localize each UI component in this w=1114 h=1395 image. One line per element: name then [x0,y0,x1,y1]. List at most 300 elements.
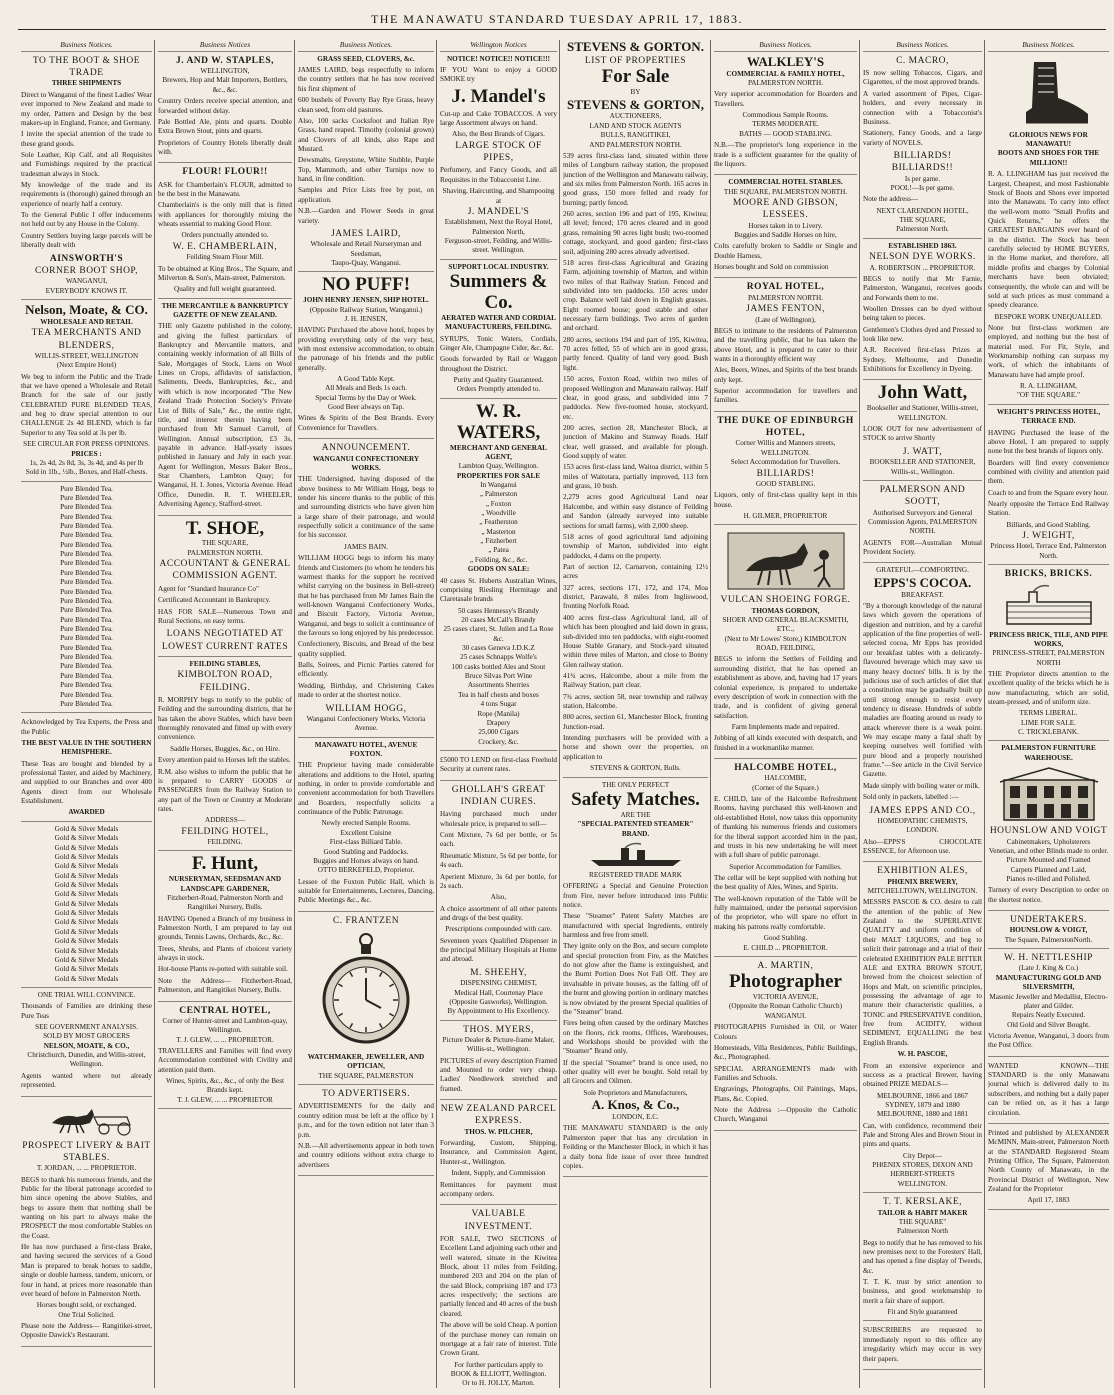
list-item: Gold & Silver Medals [54,918,119,927]
ad-line: None but first-class workmen are employed, and nothing but the best of material used. For Fit, Style, and Workmanship nothing can surpass my work, of which the inhabitants of Manawatu have had ample proof. [988,323,1109,379]
ad-line: HOMEOPATHIC CHEMISTS, LONDON. [877,816,968,835]
list-item: Pure Blended Tea. [60,493,113,502]
ad-line: EPPS'S COCOA. [873,574,972,590]
ad-line: PHŒNIX STORES, DIXON AND HERBERT-STREETS [872,1161,973,1179]
ad-line: BY [630,88,641,97]
ad-line: Farm Implements made and repaired. [731,722,840,731]
list-item: Pure Blended Tea. [60,596,113,605]
list-item: Pure Blended Tea. [60,699,113,708]
ad-line: Carpets Planned and Laid, [1010,865,1087,874]
ad-line: VULCAN SHOEING FORGE. [720,595,851,606]
ad-line: NURSERYMAN, SEEDSMAN AND LANDSCAPE GARDENER, [168,875,282,893]
ad-line: T. T. K. trust by strict attention to business, and good workmanship to merit a fair share of support. [863,1278,982,1305]
list-item: Gold & Silver Medals [54,955,119,964]
advertisement [158,660,292,851]
ad-line: PALMERSTON FURNITURE WAREHOUSE. [1001,744,1096,762]
ad-line: He has now purchased a first-class Brake, and having secured the services of a Good Man is prepared to break horses to saddle, single or double harness, tandem, unicorn, or four in hand, at prices more reasonable than ever heard of before in Palmerston North. [21,1243,152,1298]
ad-line: THE SQUARE, PALMERSTON NORTH. [723,187,848,196]
ad-line: HAS FOR SALE—Numerous Town and Rural Sections, on easy terms. [158,607,292,625]
ad-line: Buggies and Horses always on hand. [313,856,419,865]
list-item: Pure Blended Tea. [60,531,113,540]
ad-line: From an extensive experience and success as a practical Brewer, having obtained PRIZE MEDALS— [863,1061,982,1089]
ad-line: UNDERTAKERS. [1010,915,1087,926]
advertisement [714,762,857,957]
ad-line: C. MACRO, [896,55,949,66]
column-header: Business Notices. [298,40,434,52]
ad-line: AGENTS FOR—Australian Mutual Provident Society. [863,538,982,556]
list-item: Pure Blended Tea. [60,615,113,624]
ad-line: R. MORPHY begs to notify to the public of Feilding and the surrounding districts, that he has taken the above Stables, which have been thoroughly renovated and fitted up with every convenience. [158,695,292,742]
ad-line: AINSWORTH'S [49,253,124,264]
pocket-watch-icon [321,930,411,1050]
ad-line: For further particulars apply to [454,1360,543,1369]
ad-line: BOOK & ELLIOTT, Wellington. [450,1370,547,1378]
ad-line: „ Fitzherbert [480,537,517,546]
ad-line: W. E. CHAMBERLAIN, [172,241,278,252]
list-item: Gold & Silver Medals [54,852,119,861]
ad-line: 400 acres first-class Agricultural land, all of which has been ploughed and laid down in grass, sub-divided into ten paddocks, with eight-roomed House Stable Granary, and Stock-yard situated within three miles of Marton, and close to Bonny Glen railway station. [563,613,708,669]
ad-line: NEXT CLARENDON HOTEL, [876,206,969,215]
ad-line: THE SQUARE, PALMERSTON [318,1071,414,1080]
ad-line: THE only Gazette published in the colony, and giving the fullest particulars of Bankruptcy and Mercantile matters, and containing weekly information of all Bills of Sale, Mortgages of Stock, Liens on Wool Lines on Crops, affidavits of satisfaction, Saliments, Deeds, Bankruptcies, &c., and with which is now incorporated "The New Zealand Trade Protection Society's Private List of Bills of Sale," &c., the entire right, title, and interest therein having been purchased from Mr Samuel Carroll, of Wellington. Annual subscription, £3 3s, payable in advance. Half-yearly issues published in January and July in each year. Agent for Wellington, Messrs Baker Bros., Star Chambers, Lambton Quay; for Wanganui, H. I. Jones, Victoria Avenue. Head Office, Dunedin. R. T. WHEELER, Advertising Agency, Stafford-street. [158,322,292,509]
ad-line: 100 casks bottled Ales and Stout [451,662,546,671]
advertisement [714,528,857,759]
ad-line: Lambton Quay, Wellington. [458,462,539,471]
ad-line: Tea in half chests and boxes [458,690,539,699]
ad-line: W. R. WATERS, [456,401,541,443]
ad-line: WANGANUI CONFECTIONERY WORKS. [312,454,420,472]
advertisement [158,854,292,1001]
ad-line: BOOKSELLER AND STATIONER, [869,458,976,467]
advertisement [988,1060,1109,1124]
advertisement [563,781,708,1178]
ad-line: Engravings, Photographs, Oil Paintings, Maps, Plans, &c. Copied. [714,1085,857,1103]
ad-line: PRINCESS-STREET, PALMERSTON NORTH [992,649,1105,667]
ad-line: Stationery, Fancy Goods, and a large variety of NOVELS. [863,129,982,147]
ad-line: Old Gold and Silver Bought. [1007,1020,1090,1029]
ad-line: Very superior accommodation for Boarders and Travellers. [714,90,857,108]
ad-line: GLORIOUS NEWS FOR MANAWATU! [1009,130,1088,149]
ad-line: April 17, 1883 [1027,1196,1070,1205]
ad-line: SHOER AND GENERAL BLACKSMITH, ETC., [722,616,849,634]
advertisement [21,825,152,988]
ad-line: GRATEFUL—COMFORTING. [876,566,969,575]
ad-line: AERATED WATER AND CORDIAL MANUFACTURERS, FEILDING. [441,313,556,332]
ad-line: Goods forwarded by Rail or Waggon throughout the District. [440,355,557,373]
ad-line: WANGANUI, [65,277,108,286]
advertisement [158,1005,292,1110]
ad-line: Wedding, Birthday, and Christening Cakes made to order at the shortest notice. [298,681,434,700]
ad-line: Taupo-Quay, Wanganui. [331,258,401,267]
ad-line: Select Accommodation for Travellers. [730,458,841,467]
ad-line: Chamberlain's is the only mill that is fitted with appliances for thoroughly mixing the wheats essential to making Good Flour. [158,201,292,229]
warehouse-building-icon [994,766,1104,822]
ad-line: JAMES BAIN. [344,542,388,551]
column-header: Wellington Notices [440,40,557,52]
advertisement [988,408,1109,565]
ad-line: Country Orders receive special attention, and forwarded without delay. [158,97,292,115]
ad-line: ROYAL HOTEL, [746,282,825,293]
ad-line: 518 acres first-class Agricultural and Grazing Farm, adjoining township of Marton, and within two miles of that Railway Station. Fenced and subdivided into ten paddocks. 150 acres under crop. Balance well laid down in English grasses. Eight roomed house; good stable and other necessary farm buildings. Two acres of garden and orchard. [563,258,708,333]
ad-line: JAMES EPPS AND CO., [869,805,976,816]
advertisement [440,784,557,1021]
list-item: Pure Blended Tea. [60,484,113,493]
ad-line: THOS. W. PILCHER, [464,1127,533,1136]
ad-line: GRASS SEED, CLOVERS, &c. [317,54,415,63]
ad-line: KIMBOLTON ROAD, FEILDING. [177,670,273,693]
ad-line: SUBSCRIBERS are requested to immediately report to this office any irregularity which may occur in very their papers. [863,1326,982,1363]
ad-line: FEILDING STABLES, [189,659,261,668]
ad-line: Also, [490,893,507,902]
ad-line: Turnery of every Description to order on the shortest notice. [988,886,1109,904]
list-item: Pure Blended Tea. [60,559,113,568]
ad-line: NEW ZEALAND PARCEL EXPRESS. [440,1104,557,1127]
ad-line: FLOUR! FLOUR!! [182,167,268,178]
ad-line: Samples and Price Lists free by post, on application. [298,186,434,204]
ad-line: SYDNEY, 1879 and 1880 [885,1100,960,1109]
ad-line: £5000 TO LEND on first-class Freehold Security at current rates. [440,756,557,774]
ad-line: Brewers, Hop and Malt Importers, Bottlers, &c., &c. [162,76,288,94]
ad-line: AUCTIONEERS, [609,112,662,121]
ad-line: 50 cases Hennessy's Brandy [458,606,539,615]
advertisement [440,1208,557,1390]
ad-line: H. GILMER, PROPRIETOR [743,511,828,520]
ad-line: Good Stabling. [763,934,808,943]
advertisement [863,1324,982,1369]
ad-line: STEVENS & GORTON, Bulls. [590,764,681,773]
ad-line: 539 acres first-class land, situated within three miles of Longburn railway station, the proposed junction of the Wellington and Manawatu railway, and six miles from Palmerston North. 165 acres in good grass, 150 more felled and ready for burning; partly fenced. [563,151,708,207]
ad-line: IF YOU Want to enjoy a GOOD SMOKE try [440,66,557,84]
ad-line: NO PUFF! [321,275,411,296]
ad-line: Dewsmalts, Greystone, White Stubble, Purple Top, Mammoth, and other Turnips now to hand, in fine condition. [298,156,434,184]
advertisement [988,952,1109,1057]
ad-line: F. Hunt, [191,854,259,875]
ad-line: WALKLEY'S [746,54,825,69]
ad-line: Palmerston North. [896,225,949,234]
ad-line: Proprietors of Country Hotels liberally dealt with. [158,138,292,156]
ad-line: Gentlemen's Clothes dyed and Pressed to look like new. [863,325,982,344]
ad-line: THOS. MYERS, [463,1024,534,1035]
ad-line: A choice assortment of all other patents and drugs of the best quality. [440,904,557,922]
ad-line: Note the Address :—Opposite the Catholic Church, Wanganui [714,1106,857,1124]
ad-line: „ Palmerston [479,490,518,499]
ad-line: Drapery [486,718,511,727]
ad-line: ONE TRIAL WILL CONVINCE. [37,990,136,999]
advertisement [158,166,292,298]
ad-line: LONDON, E.C. [612,1113,659,1122]
advertisement [863,566,982,862]
ad-line: "By a thorough knowledge of the natural laws which govern the operations of digestion and nutrition, and by a careful application of the fine properties of well-selected cocoa, Mr Epps has provided our breakfast tables with a delicately-flavoured beverage which may save us many heavy doctors' bills. It is by the judicious use of such articles of diet that a constitution may be gradually built up until strong enough to resist every tendency to disease. Hundreds of subtle maladies are floating around us ready to attack wherever there is a weak point. We may escape many a fatal shaft by keeping ourselves well fortified with pure blood and a properly nourished frame."—See article in the Civil Service Gazette. [863,602,982,779]
advertisement [21,303,152,482]
ad-line: LIST OF PROPERTIES [584,55,687,66]
ad-line: FEILDING HOTEL, [181,826,269,837]
ad-line: 4 tons Sugar [480,700,517,709]
column-header: Business Notices. [21,40,152,52]
ad-line: SPECIAL ARRANGEMENTS made with Families and Schools. [714,1064,857,1082]
ad-line: Excellent Cuisine [340,828,392,837]
ad-line: CENTRAL HOTEL, [179,1005,271,1016]
ad-line: PRINCESS BRICK, TILE, AND PIPE WORKS, [989,630,1108,648]
ad-line: PALMERSON AND SOOTT, [879,484,966,508]
ad-line: T. JORDAN, ... ... PROPRIETOR. [36,1164,137,1173]
ad-line: WILLIS-STREET, WELLINGTON [34,351,139,360]
ad-line: All Meals and Beds 1s each. [325,384,407,393]
ad-line: E. CHILD, late of the Halcombe Refreshment Rooms, having purchased this well-known and old-established Hotel, now takes this opportunity of thanking his numerous friends and customers for the liberal support accorded him in the past, and trusts in his new undertaking he will meet with a full share of public patronage. [714,795,857,860]
ad-line: (Corner of the Square.) [752,783,819,792]
ad-line: Also—EPPS'S CHOCOLATE ESSENCE, for Afternoon use. [863,837,982,855]
ad-line: J. Mandel's [451,85,546,107]
advertisement [440,1103,557,1205]
ad-line: 150 acres, Foxton Road, within two miles of proposed Wellington and Manawatu railway. Half clear, in good grass, and subdivided into 7 paddocks. New five-roomed house, stockyard, etc. [563,375,708,421]
ad-line: Part of section 12, Carnarvon, containing 12½ acres [563,563,708,581]
ad-line: HAVING Purchased the above hotel, hopes by providing everything only of the very best, with most extensive accommodation, to obtain the patronage of his friends and the public generally. [298,326,434,372]
ad-line: (Opposite the Roman Catholic Church) WANGANUI. [729,1002,842,1020]
ad-line: Photographer [729,971,842,993]
ad-line: TAILOR & HABIT MAKER [877,1208,968,1217]
ad-line: LOANS NEGOTIATED AT LOWEST CURRENT RATES [161,629,289,652]
ad-line: Confectionery, Biscuits, and Bread of the best quality supplied. [298,640,434,658]
ad-line: MOORE AND GIBSON, LESSEES. [732,198,839,221]
ad-line: NELSON DYE WORKS. [869,252,976,263]
ad-line: LIME FOR SALE. [1021,718,1076,727]
advertisement [298,1088,434,1176]
list-item: Pure Blended Tea. [60,540,113,549]
ad-line: Balls, Soirees, and Picnic Parties catered for efficiently. [298,661,434,679]
column-rule [710,40,711,1388]
ad-line: Certificated Accountant in Bankruptcy. [158,596,271,605]
ad-line: J. H. JENSEN, [344,314,388,323]
ad-line: Sole Proprietors and Manufacturers, [583,1088,688,1097]
advertisement [440,402,557,751]
advertisement [863,383,982,480]
list-item: Gold & Silver Medals [54,946,119,955]
blacksmith-horse-icon [726,531,846,591]
ad-line: PALMERSTON NORTH. [747,79,824,88]
advertisement [21,716,152,822]
ad-line: T. J. GLEW, ... ... PROPRIETOR [177,1095,273,1104]
ad-line: (Next to Mr Lowes' Store,) KIMBOLTON ROAD, FEILDING, [724,634,847,653]
ad-line: BOOTS AND SHOES FOR THE MILLION!! [997,149,1100,167]
ad-line: ADVERTISEMENTS for the daily and country edition must be left at the office by 1 p.m., and for the town edition not later than 3 p.m. [298,1102,434,1139]
list-item: Gold & Silver Medals [54,890,119,899]
boot-icon [1004,58,1094,128]
ad-line: TEA MERCHANTS AND BLENDERS, [31,328,142,351]
list-item: Pure Blended Tea. [60,681,113,690]
ad-line: NOTICE! NOTICE!! NOTICE!!! [446,54,551,63]
ad-line: Ferguson-street, Feilding, and Willis-street. Wellington. [444,236,553,255]
ad-line: BRICKS, BRICKS. [1004,569,1093,580]
advertisement [863,484,982,563]
ad-line: Orders Promptly attended to. [456,385,541,394]
ad-line: Or to H. JOLLY, Marton. [462,1379,535,1388]
ad-line: THE MERCANTILE & BANKRUPTCY GAZETTE OF NEW ZEALAND. [161,301,289,319]
advertisement [714,178,857,278]
ad-line: HAVING Opened a Branch of my business in Palmerston North, I am prepared to lay out grounds, Tennis Lawns, Orchards, &c., &c. [158,914,292,942]
ad-line: C. FRANTZEN [332,915,400,926]
ad-line: TERMS LIBERAL. [1019,709,1078,718]
ad-line: Corner of Hunter-street and Lambton-quay, Wellington. [162,1016,288,1035]
ad-line: JAMES FENTON, [746,304,825,315]
ad-line: GHOLLAH'S GREAT INDIAN CURES. [451,784,546,808]
ad-line: Also, the Best Brands of Cigars. [452,130,545,139]
list-item: Pure Blended Tea. [60,587,113,596]
ad-line: JAMES LAIRD, begs respectfully to inform the country settlers that he has now received his first shipment of [298,66,434,93]
ad-line: MANAWATU HOTEL, AVENUE FOXTON. [314,740,418,758]
ad-line: Orders punctually attended to. [181,231,269,240]
column-header: Business Notices. [988,40,1109,52]
column-5 [560,40,711,1390]
ad-line: BESPOKE WORK UNEQUALLED. [994,312,1103,321]
ad-line: 327 acres, sections 171, 172, and 174, Moa district, Parawahi, 8 miles from Ingliswood, fronting Norfolk Road. [563,583,708,611]
list-item: Gold & Silver Medals [54,899,119,908]
ad-line: Lessee of the Foxton Public Hall, which is suitable for Entertainments, Lectures, Dancing, Public Meetings &c., &c. [298,877,434,905]
list-item: Gold & Silver Medals [54,927,119,936]
ad-line: DISPENSING CHEMIST, [460,979,537,988]
ad-line: Crockery, &c. [478,737,519,746]
ad-line: FOR SALE, TWO SECTIONS of Excellent Land adjoining each other and well watered, situate in the Kiwitea Block, about 11 miles from Feilding, numbered 203 and 204 on the plan of the said Block, comprising 187 and 173 acres respectively; the sections are partially fenced and 40 acres of the bush cleared. [440,1234,557,1318]
horse-carriage-icon [32,1103,142,1137]
ad-line: CORNER BOOT SHOP, [34,265,139,276]
ad-line: HOUNSLOW & VOIGT, [1009,926,1088,935]
ad-line: ACCOUNTANT & GENERAL COMMISSION AGENT. [159,559,291,582]
ad-line: R. A. LLINGHAM has just received the Largest, Cheapest, and most Fashionable Stock of Boots and Shoes ever imported into the Manawatu. To carry into effect the well-worn motto "Small Profits and Quick Returns," he offers the GREATEST BARGAINS ever heard of in the district. The Stock has been carefully selected by HOME BUYERS, in the Home market, and therefore, all middle profits and charges by Colonial merchants have been obviated; consequently, the whole can and will be sold at such prices as must command a speedy clearance. [988,170,1109,310]
ad-line: Wines & Spirits of the Best Brands. Every Convenience for Travellers. [298,414,434,432]
ad-line: Sold only in packets, labelled :— [863,793,959,802]
ad-line: Coach to and from the Square every hour. [988,488,1109,497]
ad-line: „ Patea [488,546,509,555]
ad-line: Every attention paid to Horses left the stables. [158,756,291,765]
ad-line: The well-known reputation of the Table will be fully maintained, under the personal supervision of the proprietor, who will spare no effort in making his patrons really comfortable. [714,894,857,931]
ad-line: Fires being often caused by the ordinary Matches on the floors, rick rooms, Offices, Warehouses, and Workshops should be provided with the "Steamer" Brand only. [563,1019,708,1056]
ad-line: Hot-house Plants re-potted with suitable soil. [158,965,288,974]
ad-line: BEGS to notify that Mr Farnie, Palmerston, Wanganui, receives goods and Forwards them to me. [863,274,982,302]
ad-line: They ignite only on the Box, and secure complete and special protection from Fire, as the Matches do not glow after the flame is extinguished, and the Burnt Portion Does Not Fall Off. They are invaluable in private houses, as the falling off of the burnt and glowing portion in ordinary matches is now obviated by the present Special qualities of the "Steamer" brand. [563,942,708,1016]
masthead [0,0,1114,32]
ad-line: Pale Bottled Ale, pints and quarts. Double Extra Brown Stout, pints and quarts. [158,117,292,136]
ad-line: A. Knos, & Co., [591,1097,680,1113]
list-item: Pure Blended Tea. [60,634,113,643]
ad-line: THE Proprietor directs attention to the excellent quality of the bricks which he is now manufacturing, which are solid, steam-pressed, and of uniform size. [988,669,1109,707]
advertisement [714,55,857,176]
advertisement [21,485,152,714]
ad-line: Nelson, Moate, & CO. [25,302,148,317]
ad-line: Also, 100 sacks Cocksfoot and Italian Rye Grass, hand reaped. Timothy (colonial grown) and Clovers of all kinds, also Rape and Mustard. [298,116,434,153]
ad-line: WILLIAM HOGG, [325,703,407,714]
ad-line: Begs to notify that he has removed to his new premises next to the Foresters' Hall, and has opened a fine display of Tweeds, &c. [863,1238,982,1275]
ad-line: In Wanganui [480,480,517,489]
ad-line: I invite the special attention of the trade to these grand goods. [21,130,152,148]
ad-line: JAMES LAIRD, [331,228,401,239]
ad-line: 1s, 2s 4d, 2s 8d, 3s, 3s 4d, and 4s per lb [29,458,144,467]
advertisement [298,741,434,912]
ad-line: SUPPORT LOCAL INDUSTRY. [448,262,549,271]
ad-line: My knowledge of the trade and its requirements is (thorough) gained through an experience of nearly half a century. [21,181,152,208]
ad-line: Intending purchasers will be provided with a horse and shown over the properties, on application to [563,734,708,761]
ad-line: We beg to inform the Public and the Trade that we have opened a Wholesale and Retail Branch for the sale of our justly CELEBRATED PURE BLENDED TEAS, and beg to draw special attention to our CHALLENGE 2s 4d BLEND, which is far Superior to any Tea sold at 3s per lb. [21,372,152,437]
ad-line: Superior accommodation for travellers and families. [714,387,857,405]
ad-line: To the General Public I offer inducements not held out by any House in the Colony. [21,211,152,229]
ad-line: TO ADVERTISERS. [321,1089,411,1100]
advertisement [988,744,1109,911]
ad-line: BEGS to intimate to the residents of Palmerston and the travelling public, that he has taken the above Hotel, and is prepared to cater to their wants in a thoroughly efficient way [714,326,857,363]
ad-line: 800 acres, section 61, Manchester Block, fronting Junction-road. [563,713,708,731]
ad-line: NELSON, MOATE, & CO., [43,1041,130,1050]
ad-line: PALMERSTON NORTH. [187,548,263,557]
brick-kiln-icon [999,584,1099,628]
ad-line: R.M. also wishes to inform the public that he is prepared to CARRY GOODS or PASSENGERS from the Railway Station to any part of the Town or Country at Moderate rates. [158,767,292,813]
ad-line: R. A. LLINGHAM, [1020,382,1077,391]
ad-line: TERMS MODERATE. [752,120,819,129]
ad-line: Boarders will find every convenience combined with civility and attention paid them. [988,458,1109,486]
ad-line: 40 cases St. Huberts Australian Wines, comprising Riesling Hermitage and Claretasale brands [440,576,557,604]
ad-line: Forwarding, Custom, Shipping, Insurance, and Commission Agent, Hunter-st., Wellington. [440,1139,557,1166]
column-rule [559,40,560,1388]
ad-line: „ Foxton [485,499,512,508]
ad-line: WANTED KNOWN—THE STANDARD is the only Manawatu journal which is delivered daily to its subscribers, and nothing but a daily paper can be relied on, as it has a large circulation. [988,1061,1109,1117]
advertisement [440,754,557,781]
ad-line: FEILDING. [207,838,243,846]
ad-line: 260 acres, section 196 and part of 195, Kiwitea; all level; fenced; 170 acres cleared and in good grass, remaining 90 acres light bush; two-roomed cottage, stockyard, and good garden; first-class soil, adjoining 280 acres already advertised. [563,210,708,256]
ad-line: 41¾ acres, Halcombe, about a mile from the Railway Station, part clear. [563,671,708,690]
ad-line: ANNOUNCEMENT. [321,443,411,454]
ad-line: Feilding Steam Flour Mill. [186,253,264,262]
list-item: Pure Blended Tea. [60,568,113,577]
ad-line: WATCHMAKER, JEWELLER, AND OPTICIAN, [307,1053,425,1071]
ad-line: Aperient Mixture, 3s 6d per bottle, for 2s each. [440,872,557,890]
ad-line: PROSPECT LIVERY & BAIT STABLES. [22,1140,151,1163]
list-item: Gold & Silver Medals [54,843,119,852]
ad-line: 2,279 acres good Agricultural Land near Halcombe, and within easy distance of Feilding and Sandon (already surveyed into suitable sections for small farms), with 2,000 sheep. [563,493,708,530]
ad-line: EVERYBODY KNOWS IT. [45,286,128,295]
column-header: Business Notices. [863,40,982,52]
ad-line: Saddle Horses, Buggies, &c., on Hire. [170,744,280,753]
ad-line: N.B.—Garden and Flower Seeds in great variety. [298,207,434,225]
ad-line: BULLS, RANGITIKEI, [600,131,671,140]
ad-line: Fit and Style guaranteed [887,1308,958,1317]
list-item: Gold & Silver Medals [54,937,119,946]
advertisement [863,242,982,381]
ad-line: THE SQUARE, [201,539,249,548]
ad-line: Commodious Sample Rooms. [742,111,829,120]
ad-line: First-class Billiard Table. [329,838,403,847]
ad-line: GOODS ON SALE: [467,565,530,574]
ad-line: If the special "Steamer" brand is once used, no other quality will ever be bought. Sold retail by all Grocers and Oilmen. [563,1058,708,1086]
ad-line: Princess Hotel, Terrace End, Palmerston North. [990,542,1107,560]
ad-line: LARGE STOCK OF PIPES, [455,140,542,164]
ad-line: Perfumery, and Fancy Goods, and all Requisites in the Tobacconist Line. [440,166,557,184]
ad-line: STEVENS & GORTON, [567,96,704,112]
ad-line: Horses bought and Sold on commission [714,263,829,272]
ad-line: Victoria Avenue, Wanganui, 3 doors from the Post Office. [988,1031,1109,1050]
ad-line: PALMERSTON NORTH. [747,293,824,302]
advertisement [988,55,1109,405]
column-rule [154,40,155,1388]
column-2 [155,40,295,1390]
ad-line: Jobbing of all kinds executed with despatch, and finished in a workmanlike manner. [714,734,857,752]
ad-line: THE MANAWATU STANDARD is the only Palmerston paper that has any circulation in Feilding or the Manchester Block, in which it has a daily bona fide issue of over three hundred copies. [563,1124,708,1170]
ad-line: W. H. NETTLESHIP [1004,953,1093,964]
advertisement [563,40,708,778]
ad-line: A. ROBERTSON ... PROPRIETOR. [869,263,976,272]
ad-line: The Square, PalmerstonNorth. [1004,935,1093,944]
column-header: Business Notices [158,40,292,52]
ad-line: „ Masterton [481,527,516,536]
list-item: Gold & Silver Medals [54,880,119,889]
ad-line: IS now selling Tobaccos, Cigars, and Cigarettes, of the most approved brands. [863,69,982,87]
ad-line: WELLINGTON, [200,67,250,76]
ad-line: SEE GOVERNMENT ANALYSIS. [35,1023,138,1032]
advertisement [988,914,1109,949]
